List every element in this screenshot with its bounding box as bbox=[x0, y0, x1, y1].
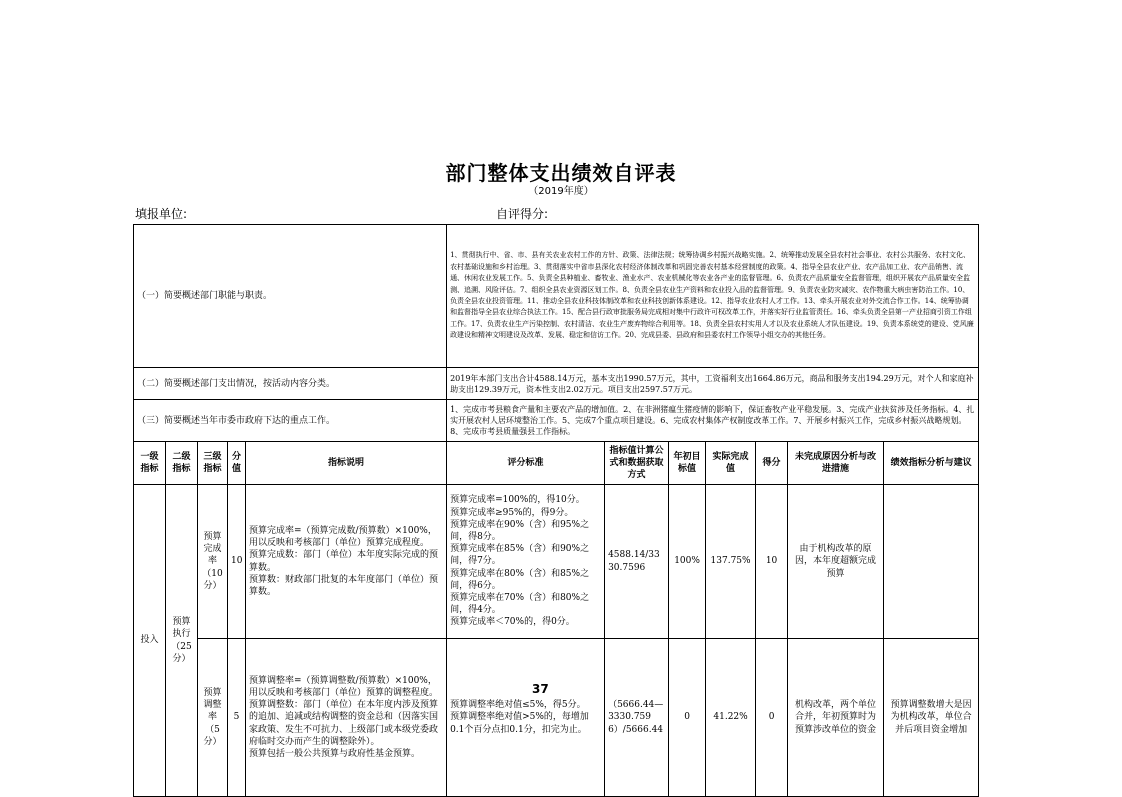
formula-cell: （5666.44—3330.7596）/5666.44 bbox=[605, 639, 669, 797]
level3-cell: 预算调整率（5分） bbox=[198, 639, 228, 797]
suggestion-cell: 预算调整数增大是因为机构改革，单位合并后项目资金增加 bbox=[884, 639, 979, 797]
score-cell: 5 bbox=[228, 639, 246, 797]
description-cell: 预算调整率=（预算调整数/预算数）×100%，用以反映和考核部门（单位）预算的调整程度。 预算调整数：部门（单位）在本年度内涉及预算的追加、追减或结构调整的资金总和（因落实国家政策、发生不可抗力、上级部门或本级党委政府临时交办而产生的调整除外）。 预算包括一般公共预算与政府性基金预算。 bbox=[246, 639, 447, 797]
page-stamp: 37 bbox=[532, 682, 549, 696]
header-reason: 未完成原因分析与改进措施 bbox=[788, 442, 884, 485]
got-cell: 10 bbox=[756, 485, 788, 639]
performance-table bbox=[133, 224, 979, 797]
summary-label-2: （二）简要概述部门支出情况，按活动内容分类。 bbox=[134, 368, 447, 400]
summary-text-1: 1、贯彻执行中、省、市、县有关农业农村工作的方针、政策、法律法规；统筹协调乡村振兴战略实施。2、统筹推动发展全县农村社会事业、农村公共服务、农村文化、农村基础设施和乡村治理。3、贯彻落实中省市县深化农村经济体制改革和巩固完善农村基本经营制度的政策。4、指导全县农业产业、农产品加工业、农产品销售、流通、休闲农业发展工作。5、负责全县种植业、畜牧业、渔业水产、农业机械化等农业各产业的监督管理。6、负责农产品质量安全监督管理，组织开展农产品质量安全监测、追溯、风险评估。7、组织全县农业资源区划工作。8、负责全县农业生产资料和农业投入品的监督管理。9、负责农业防灾减灾、农作物重大病虫害防治工作。10、负责全县农业投资管理。11、推动全县农业科技体制改革和农业科技创新体系建设。12、指导农业农村人才工作。13、牵头开展农业对外交流合作工作。14、统筹协调和监督指导全县农业综合执法工作。15、配合县行政审批服务局完成相对集中行政许可权改革工作，并落实好行业监管责任。16、牵头负责全县第一产业招商引资工作组工作。17、负责农业生产污染控制、农村清洁、农业生产废弃物综合利用等。18、负责全县农村实用人才以及农业系统人才队伍建设。19、负责本系统党的建设、党风廉政建设和精神文明建设及改革、发展、稳定和信访工作。20、完成县委、县政府和县委农村工作领导小组交办的其他任务。 bbox=[447, 225, 979, 368]
level2-budget-cell: 预算执行（25分） bbox=[166, 485, 198, 797]
page-subtitle: （2019年度） bbox=[528, 186, 594, 197]
fill-unit-label: 填报单位: bbox=[135, 207, 188, 221]
standard-cell: 预算调整率绝对值≤5%，得5分。 预算调整率绝对值>5%的，每增加0.1个百分点扣0.1分，扣完为止。 bbox=[447, 639, 605, 797]
summary-text-3: 1、完成市考县粮食产量和主要农产品的增加值。2、在非洲猪瘟生猪疫情的影响下，保证畜牧产业平稳发展。3、完成产业扶贫涉及任务指标。4、扎实开展农村人居环境整治工作。5、完成7个重点项目建设。6、完成农村集体产权制度改革工作。7、开展乡村振兴工作，完成乡村振兴战略规划。8、完成市考县质量强县工作指标。 bbox=[447, 400, 979, 442]
table-row bbox=[134, 639, 979, 797]
header-actual: 实际完成值 bbox=[706, 442, 756, 485]
summary-label-1: （一）简要概述部门职能与职责。 bbox=[134, 225, 447, 368]
reason-cell: 机构改革，两个单位合并，年初预算时为预算涉改单位的资金 bbox=[788, 639, 884, 797]
header-level1: 一级指标 bbox=[134, 442, 166, 485]
header-description: 指标说明 bbox=[246, 442, 447, 485]
got-cell: 0 bbox=[756, 639, 788, 797]
header-standard: 评分标准 bbox=[447, 442, 605, 485]
level1-input-cell: 投入 bbox=[134, 485, 166, 797]
summary-text-2: 2019年本部门支出合计4588.14万元，基本支出1990.57万元，其中，工资福利支出1664.86万元，商品和服务支出194.29万元，对个人和家庭补助支出129.39万元，资本性支出2.02万元。项目支出2597.57万元。 bbox=[447, 368, 979, 400]
level3-cell: 预算完成率（10分） bbox=[198, 485, 228, 639]
actual-cell: 41.22% bbox=[706, 639, 756, 797]
page-title: 部门整体支出绩效自评表 bbox=[445, 161, 677, 185]
header-suggestion: 绩效指标分析与建议 bbox=[884, 442, 979, 485]
formula-cell: 4588.14/3330.7596 bbox=[605, 485, 669, 639]
header-target: 年初目标值 bbox=[669, 442, 706, 485]
score-cell: 10 bbox=[228, 485, 246, 639]
header-got: 得分 bbox=[756, 442, 788, 485]
header-level2: 二级指标 bbox=[166, 442, 198, 485]
standard-cell: 预算完成率=100%的，得10分。 预算完成率≥95%的，得9分。 预算完成率在90%（含）和95%之间，得8分。 预算完成率在85%（含）和90%之间，得7分。 预算完成率在80%（含）和85%之间，得6分。 预算完成率在70%（含）和80%之间，得4分。 预算完成率＜70%的，得0分。 bbox=[447, 485, 605, 639]
self-score-label: 自评得分: bbox=[496, 207, 549, 221]
target-cell: 100% bbox=[669, 485, 706, 639]
header-formula: 指标值计算公式和数据获取方式 bbox=[605, 442, 669, 485]
header-score: 分值 bbox=[228, 442, 246, 485]
table-row bbox=[134, 485, 979, 639]
suggestion-cell bbox=[884, 485, 979, 639]
target-cell: 0 bbox=[669, 639, 706, 797]
description-cell: 预算完成率=（预算完成数/预算数）×100%，用以反映和考核部门（单位）预算完成程度。 预算完成数：部门（单位）本年度实际完成的预算数。 预算数：财政部门批复的本年度部门（单位）预算数。 bbox=[246, 485, 447, 639]
summary-label-3: （三）简要概述当年市委市政府下达的重点工作。 bbox=[134, 400, 447, 442]
actual-cell: 137.75% bbox=[706, 485, 756, 639]
header-level3: 三级指标 bbox=[198, 442, 228, 485]
reason-cell: 由于机构改革的原因，本年度超额完成预算 bbox=[788, 485, 884, 639]
